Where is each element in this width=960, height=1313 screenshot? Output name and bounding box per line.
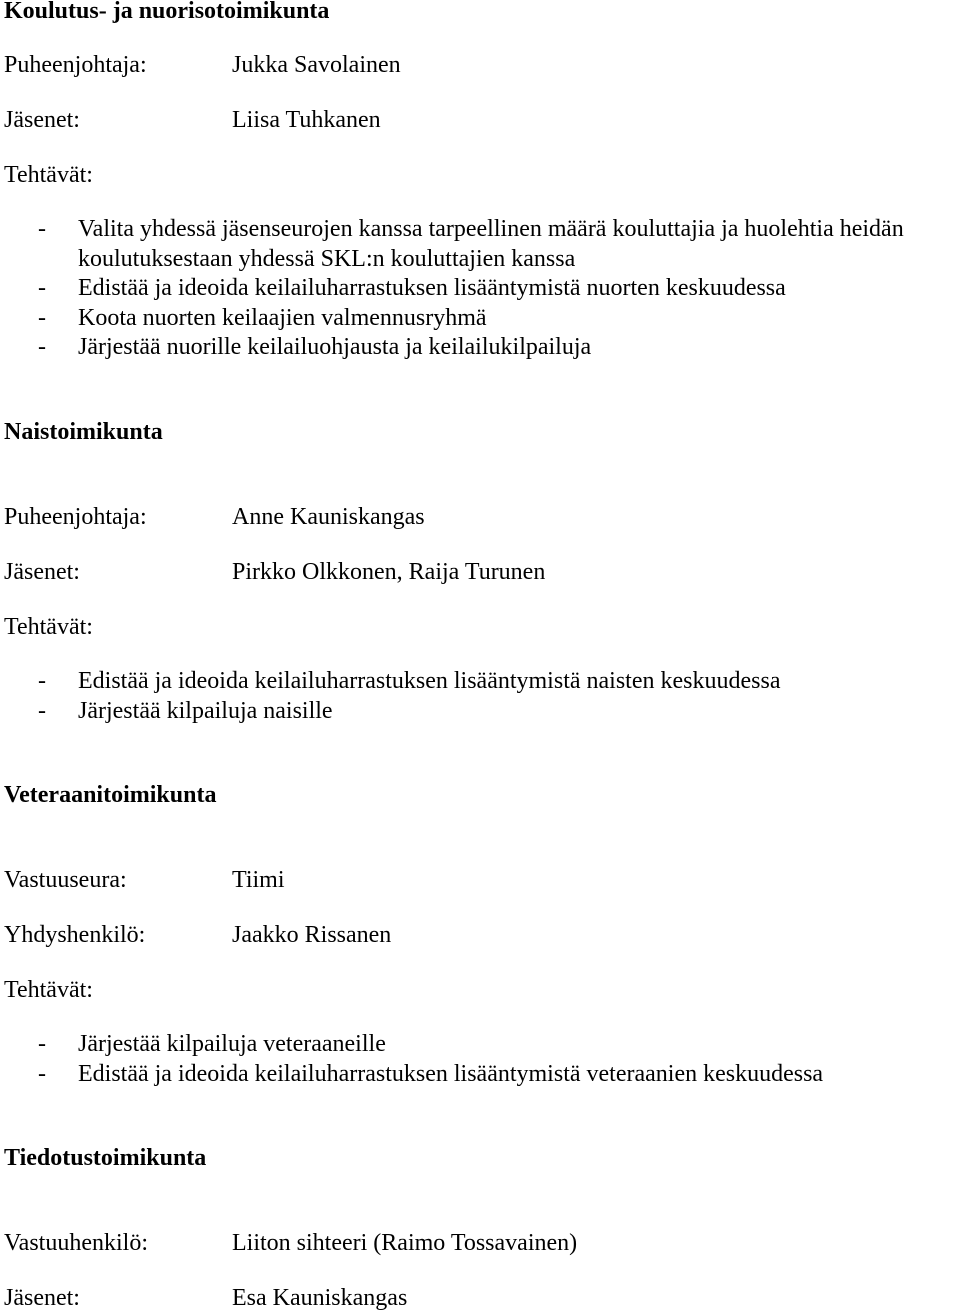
section-koulutus xyxy=(4,0,956,363)
task-text: Järjestää nuorille keilailuohjausta ja keilailukilpailuja xyxy=(78,334,592,360)
field-label: Jäsenet: xyxy=(4,107,80,133)
field-responsible-club xyxy=(4,865,956,895)
field-value: Liisa Tuhkanen xyxy=(232,107,381,133)
field-value: Jaakko Rissanen xyxy=(232,922,392,948)
list-dash: - xyxy=(38,216,46,242)
task-text: Edistää ja ideoida keilailuharrastuksen lisääntymistä veteraanien keskuudessa xyxy=(78,1060,824,1087)
task-text: Edistää ja ideoida keilailuharrastuksen lisääntymistä naisten keskuudessa xyxy=(78,668,781,694)
task-text: Järjestää kilpailuja veteraaneille xyxy=(78,1031,386,1057)
field-chair xyxy=(4,502,956,532)
task-list xyxy=(4,1030,956,1089)
tasks-label: Tehtävät: xyxy=(4,162,93,188)
list-dash: - xyxy=(38,334,46,360)
field-contact-person xyxy=(4,920,956,950)
task-text: Valita yhdessä jäsenseurojen kanssa tarpeellinen määrä kouluttajia ja huolehtia heidän koulutuksestaan yhdessä SKL:n kouluttajien kanssa xyxy=(78,216,904,272)
field-value: Esa Kauniskangas xyxy=(232,1285,408,1311)
field-label: Jäsenet: xyxy=(4,559,80,585)
list-item xyxy=(4,697,956,727)
field-members xyxy=(4,557,956,587)
list-item xyxy=(4,215,956,274)
section-naistoimikunta xyxy=(4,417,956,726)
field-value: Liiton sihteeri (Raimo Tossavainen) xyxy=(232,1230,578,1256)
task-text: Edistää ja ideoida keilailuharrastuksen lisääntymistä nuorten keskuudessa xyxy=(78,275,786,301)
field-label: Vastuuseura: xyxy=(4,867,127,893)
field-label: Puheenjohtaja: xyxy=(4,52,147,78)
list-dash: - xyxy=(38,304,46,331)
section-title: Naistoimikunta xyxy=(4,419,163,445)
list-dash: - xyxy=(38,275,46,301)
list-dash: - xyxy=(38,1031,46,1057)
task-text: Koota nuorten keilaajien valmennusryhmä xyxy=(78,304,487,331)
list-item xyxy=(4,274,956,304)
section-title: Veteraanitoimikunta xyxy=(4,782,217,808)
section-veteraanitoimikunta xyxy=(4,780,956,1089)
field-value: Jukka Savolainen xyxy=(232,52,401,78)
field-label: Puheenjohtaja: xyxy=(4,504,147,530)
field-label: Yhdyshenkilö: xyxy=(4,922,146,948)
list-item xyxy=(4,333,956,363)
list-item xyxy=(4,1060,956,1090)
list-item xyxy=(4,667,956,697)
field-value: Tiimi xyxy=(232,867,285,893)
task-text: Järjestää kilpailuja naisille xyxy=(78,697,333,724)
tasks-label: Tehtävät: xyxy=(4,614,93,640)
section-tiedotustoimikunta xyxy=(4,1143,956,1313)
field-responsible-person xyxy=(4,1228,956,1258)
field-label: Jäsenet: xyxy=(4,1285,80,1311)
list-dash: - xyxy=(38,1060,46,1087)
list-dash: - xyxy=(38,697,46,724)
list-item xyxy=(4,1030,956,1060)
list-item xyxy=(4,304,956,334)
field-value: Pirkko Olkkonen, Raija Turunen xyxy=(232,559,546,585)
field-members xyxy=(4,105,956,135)
field-chair xyxy=(4,50,956,80)
task-list xyxy=(4,667,956,726)
field-value: Anne Kauniskangas xyxy=(232,504,425,530)
section-title: Koulutus- ja nuorisotoimikunta xyxy=(4,0,330,24)
tasks-label: Tehtävät: xyxy=(4,977,93,1003)
section-title: Tiedotustoimikunta xyxy=(4,1145,207,1171)
list-dash: - xyxy=(38,668,46,694)
field-label: Vastuuhenkilö: xyxy=(4,1230,148,1256)
field-members xyxy=(4,1283,956,1313)
task-list xyxy=(4,215,956,363)
